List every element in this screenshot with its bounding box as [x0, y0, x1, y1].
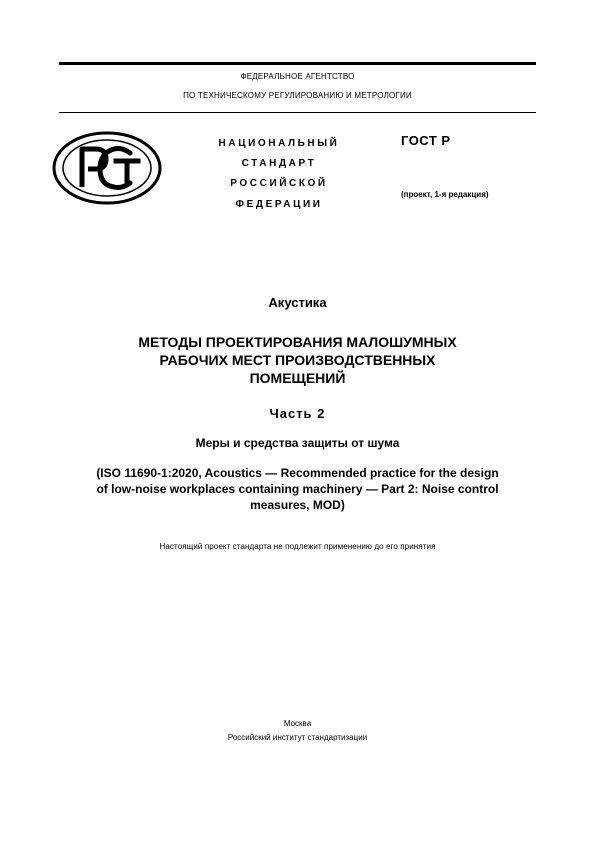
topic-heading: Акустика — [268, 295, 327, 310]
iso-reference-line-3: measures, MOD) — [250, 498, 345, 512]
top-rule — [59, 62, 536, 65]
rst-logo-icon — [52, 131, 162, 205]
footer-institute: Российский институт стандартизации — [227, 733, 368, 742]
footer-city: Москва — [283, 719, 312, 728]
main-title-line-3: ПОМЕЩЕНИЙ — [249, 370, 346, 386]
national-line-2: СТАНДАРТ — [241, 158, 317, 169]
national-line-3: РОССИЙСКОЙ — [230, 178, 328, 189]
main-title-line-1: МЕТОДЫ ПРОЕКТИРОВАНИЯ МАЛОШУМНЫХ — [138, 334, 457, 350]
draft-notice: Настоящий проект стандарта не подлежит применению до его принятия — [159, 542, 436, 551]
header-rule — [59, 112, 536, 113]
main-title-line-2: РАБОЧИХ МЕСТ ПРОИЗВОДСТВЕННЫХ — [159, 352, 436, 368]
iso-reference-line-1: (ISO 11690-1:2020, Acoustics — Recommended practice for the design — [96, 466, 499, 480]
national-line-1: НАЦИОНАЛЬНЫЙ — [218, 138, 340, 149]
subtitle: Меры и средства защиты от шума — [195, 436, 400, 450]
national-line-4: ФЕДЕРАЦИИ — [235, 199, 323, 210]
iso-reference-line-2: of low-noise workplaces containing machinery — Part 2: Noise control — [96, 482, 499, 496]
draft-note: (проект, 1-я редакция) — [401, 190, 489, 199]
agency-line-1: ФЕДЕРАЛЬНОЕ АГЕНТСТВО — [240, 72, 355, 81]
part-label: Часть 2 — [269, 406, 326, 421]
agency-line-2: ПО ТЕХНИЧЕСКОМУ РЕГУЛИРОВАНИЮ И МЕТРОЛОГИИ — [183, 91, 412, 100]
standard-code: ГОСТ Р — [401, 133, 451, 148]
